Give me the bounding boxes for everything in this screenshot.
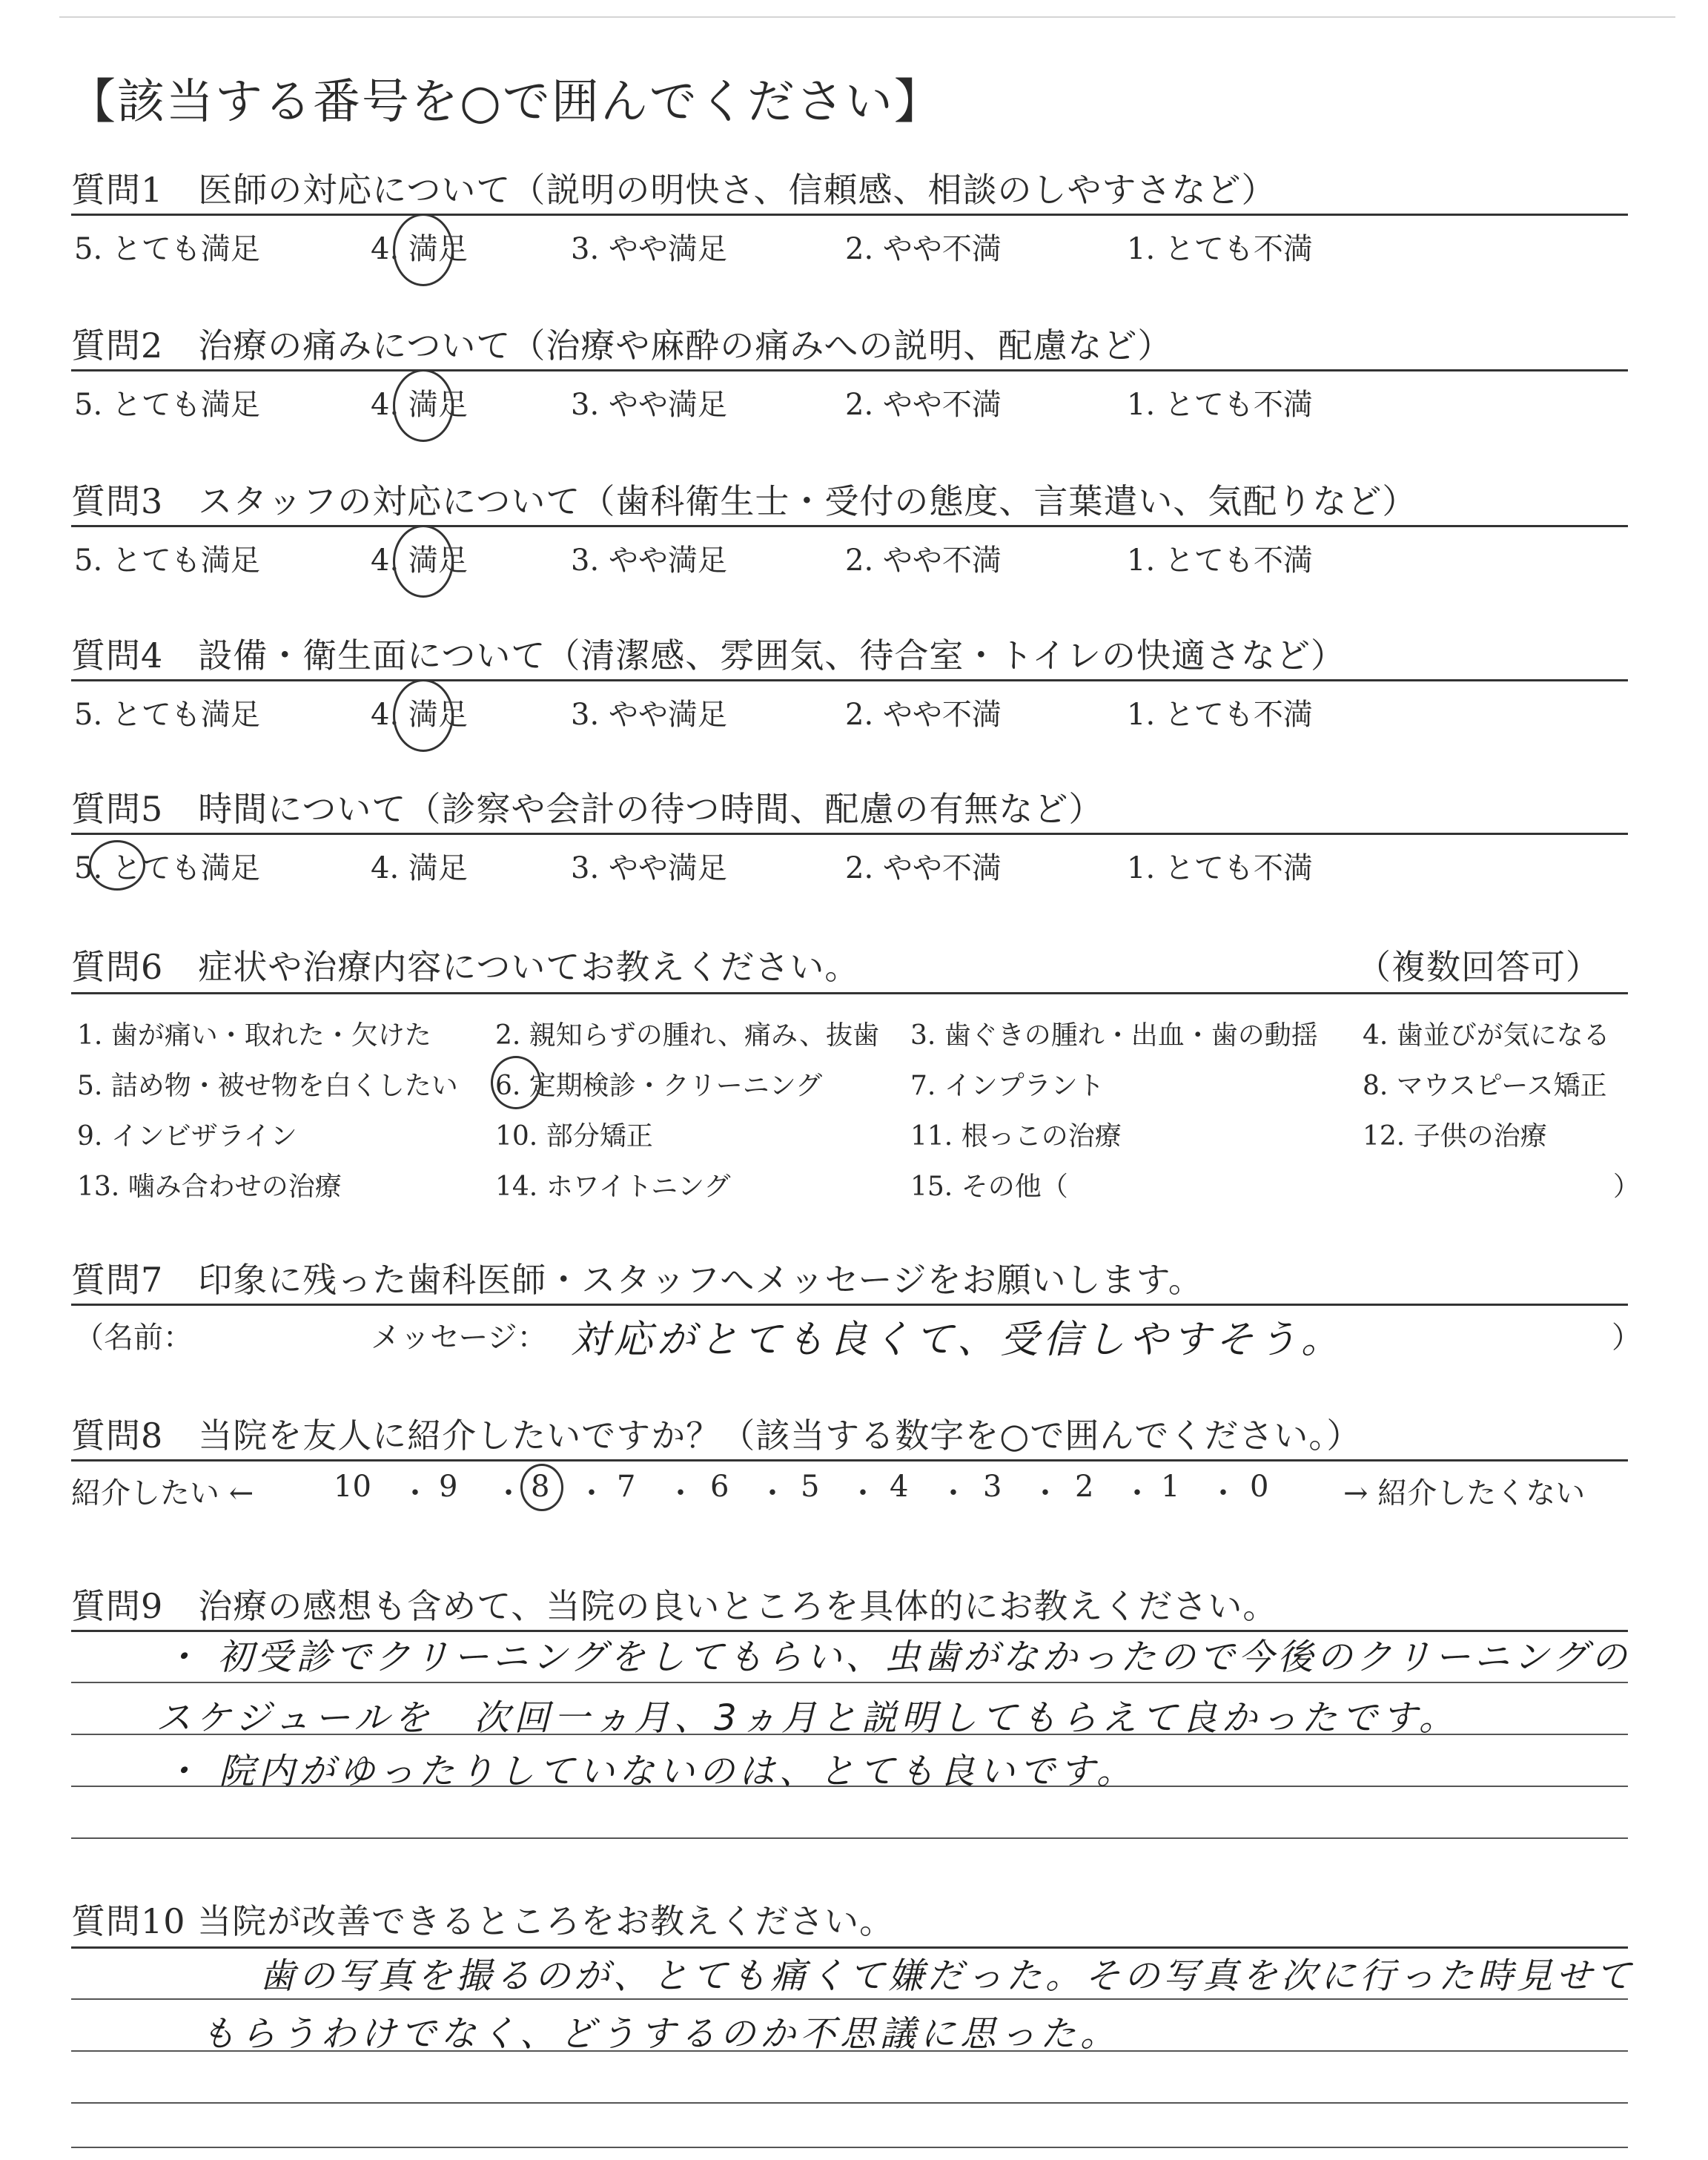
q6-option[interactable]: 7. インプラント bbox=[910, 1071, 1105, 1101]
q5-option[interactable]: 4. 満足 bbox=[371, 851, 468, 885]
q1-option[interactable]: 4. 満足 bbox=[371, 232, 468, 266]
q6-option[interactable]: 14. ホワイトニング bbox=[495, 1172, 731, 1202]
q2-option[interactable]: 1. とても不満 bbox=[1127, 388, 1313, 422]
scale-number[interactable]: 8 bbox=[531, 1470, 550, 1504]
q8-rule bbox=[71, 1459, 1628, 1462]
q10-answer-line: もらうわけでなく、どうするのか不思議に思った。 bbox=[200, 2013, 1121, 2055]
q6-option[interactable]: 10. 部分矯正 bbox=[495, 1121, 653, 1152]
q4-option[interactable]: 2. やや不満 bbox=[845, 698, 1002, 732]
q6-option[interactable]: 9. インビザライン bbox=[77, 1121, 297, 1152]
q7-message: 対応がとても良くて、受信しやすそう。 bbox=[571, 1318, 1344, 1362]
q4-option[interactable]: 1. とても不満 bbox=[1127, 698, 1313, 732]
scale-number[interactable]: 0 bbox=[1250, 1470, 1269, 1504]
scale-separator: ・ bbox=[577, 1476, 606, 1510]
q9-answer-line: スケジュールを 次回一ヵ月、3ヵ月と説明してもらえて良かったです。 bbox=[156, 1697, 1459, 1739]
q10-line bbox=[71, 2147, 1628, 2148]
scale-number[interactable]: 2 bbox=[1075, 1470, 1094, 1504]
scale-number[interactable]: 7 bbox=[617, 1470, 636, 1504]
q3-rule bbox=[71, 525, 1628, 527]
q7-rule bbox=[71, 1304, 1628, 1306]
q2-heading: 質問2 治療の痛みについて（治療や麻酔の痛みへの説明、配慮など） bbox=[71, 326, 1173, 366]
scale-number[interactable]: 1 bbox=[1161, 1470, 1180, 1504]
scale-separator: ・ bbox=[939, 1476, 968, 1510]
scale-separator: ・ bbox=[1030, 1476, 1060, 1510]
q5-rule bbox=[71, 833, 1628, 835]
q10-answer-line: 歯の写真を撮るのが、とても痛くて嫌だった。その写真を次に行った時見せて bbox=[259, 1955, 1635, 1997]
answer-circle bbox=[491, 1056, 541, 1109]
q7-heading: 質問7 印象に残った歯科医師・スタッフへメッセージをお願いします。 bbox=[71, 1260, 1203, 1300]
q3-option[interactable]: 5. とても満足 bbox=[74, 544, 260, 578]
q9-line bbox=[71, 1837, 1628, 1839]
answer-circle bbox=[393, 214, 454, 286]
q2-option[interactable]: 5. とても満足 bbox=[74, 388, 260, 422]
q1-heading: 質問1 医師の対応について（説明の明快さ、信頼感、相談のしやすさなど） bbox=[71, 170, 1277, 210]
q2-rule bbox=[71, 369, 1628, 371]
q8-right-label: → 紹介したくない bbox=[1343, 1476, 1586, 1510]
scale-separator: ・ bbox=[758, 1476, 787, 1510]
q7-close-paren: ） bbox=[1612, 1321, 1641, 1355]
q6-option[interactable]: 3. 歯ぐきの腫れ・出血・歯の動揺 bbox=[910, 1020, 1318, 1051]
answer-circle bbox=[393, 525, 454, 598]
q7-name-label: （名前： bbox=[74, 1321, 193, 1355]
q4-option[interactable]: 3. やや満足 bbox=[571, 698, 727, 732]
q6-note: （複数回答可） bbox=[1357, 947, 1601, 987]
scale-separator: ・ bbox=[848, 1476, 878, 1510]
q4-rule bbox=[71, 679, 1628, 681]
q6-option[interactable]: 4. 歯並びが気になる bbox=[1363, 1020, 1610, 1051]
scale-separator: ・ bbox=[1122, 1476, 1152, 1510]
q1-option[interactable]: 1. とても不満 bbox=[1127, 232, 1313, 266]
q9-answer-line: ・ 院内がゆったりしていないのは、とても良いです。 bbox=[163, 1751, 1136, 1792]
scale-separator: ・ bbox=[400, 1476, 430, 1510]
page-top-border bbox=[59, 16, 1675, 18]
scale-separator: ・ bbox=[494, 1476, 523, 1510]
scale-number[interactable]: 5 bbox=[801, 1470, 820, 1504]
q4-option[interactable]: 4. 満足 bbox=[371, 698, 468, 732]
q7-message-label: メッセージ： bbox=[371, 1321, 547, 1355]
q6-heading: 質問6 症状や治療内容についてお教えください。 bbox=[71, 947, 860, 987]
q2-option[interactable]: 3. やや満足 bbox=[571, 388, 727, 422]
scale-number[interactable]: 6 bbox=[710, 1470, 729, 1504]
q3-option[interactable]: 3. やや満足 bbox=[571, 544, 727, 578]
q4-heading: 質問4 設備・衛生面について（清潔感、雰囲気、待合室・トイレの快適さなど） bbox=[71, 635, 1346, 676]
q6-option[interactable]: 6. 定期検診・クリーニング bbox=[495, 1071, 823, 1101]
q6-option[interactable]: 1. 歯が痛い・取れた・欠けた bbox=[77, 1020, 431, 1051]
q3-option[interactable]: 2. やや不満 bbox=[845, 544, 1002, 578]
answer-circle bbox=[89, 840, 145, 891]
q9-line bbox=[71, 1682, 1628, 1683]
q2-option[interactable]: 4. 満足 bbox=[371, 388, 468, 422]
q1-rule bbox=[71, 214, 1628, 216]
form-title: 【該当する番号を○で囲んでください】 bbox=[68, 75, 943, 130]
answer-circle bbox=[393, 679, 454, 752]
q6-close-paren: ） bbox=[1613, 1172, 1641, 1202]
q6-option[interactable]: 13. 噛み合わせの治療 bbox=[77, 1172, 342, 1202]
q3-option[interactable]: 1. とても不満 bbox=[1127, 544, 1313, 578]
q10-line bbox=[71, 2102, 1628, 2104]
q1-option[interactable]: 2. やや不満 bbox=[845, 232, 1002, 266]
q6-rule bbox=[71, 992, 1628, 994]
q1-option[interactable]: 3. やや満足 bbox=[571, 232, 727, 266]
scale-separator: ・ bbox=[666, 1476, 695, 1510]
q6-option[interactable]: 8. マウスピース矯正 bbox=[1363, 1071, 1607, 1101]
q3-heading: 質問3 スタッフの対応について（歯科衛生士・受付の態度、言葉遣い、気配りなど） bbox=[71, 481, 1417, 521]
answer-circle bbox=[393, 369, 454, 442]
scale-number[interactable]: 9 bbox=[439, 1470, 458, 1504]
q5-option[interactable]: 5. とても満足 bbox=[74, 851, 260, 885]
q5-option[interactable]: 2. やや不満 bbox=[845, 851, 1002, 885]
q8-left-label: 紹介したい ← bbox=[71, 1476, 254, 1510]
q6-option[interactable]: 5. 詰め物・被せ物を白くしたい bbox=[77, 1071, 458, 1101]
scale-separator: ・ bbox=[1208, 1476, 1238, 1510]
q10-line bbox=[71, 1998, 1628, 2000]
q6-option[interactable]: 12. 子供の治療 bbox=[1363, 1121, 1547, 1152]
scale-number[interactable]: 10 bbox=[334, 1470, 371, 1504]
q9-answer-line: ・ 初受診でクリーニングをしてもらい、虫歯がなかったので今後のクリーニングの bbox=[163, 1636, 1631, 1678]
q5-option[interactable]: 1. とても不満 bbox=[1127, 851, 1313, 885]
q6-option[interactable]: 15. その他（ bbox=[910, 1172, 1068, 1202]
q5-option[interactable]: 3. やや満足 bbox=[571, 851, 727, 885]
q8-heading: 質問8 当院を友人に紹介したいですか？（該当する数字を○で囲んでください。） bbox=[71, 1416, 1362, 1456]
scale-number[interactable]: 4 bbox=[890, 1470, 909, 1504]
q3-option[interactable]: 4. 満足 bbox=[371, 544, 468, 578]
q2-option[interactable]: 2. やや不満 bbox=[845, 388, 1002, 422]
q10-heading: 質問10 当院が改善できるところをお教えください。 bbox=[71, 1901, 895, 1941]
scale-number[interactable]: 3 bbox=[983, 1470, 1002, 1504]
q6-option[interactable]: 2. 親知らずの腫れ、痛み、抜歯 bbox=[495, 1020, 880, 1051]
q5-heading: 質問5 時間について（診察や会計の待つ時間、配慮の有無など） bbox=[71, 789, 1104, 829]
q1-option[interactable]: 5. とても満足 bbox=[74, 232, 260, 266]
q6-option[interactable]: 11. 根っこの治療 bbox=[910, 1121, 1122, 1152]
answer-circle bbox=[520, 1464, 563, 1511]
q4-option[interactable]: 5. とても満足 bbox=[74, 698, 260, 732]
q9-heading: 質問9 治療の感想も含めて、当院の良いところを具体的にお教えください。 bbox=[71, 1586, 1278, 1626]
